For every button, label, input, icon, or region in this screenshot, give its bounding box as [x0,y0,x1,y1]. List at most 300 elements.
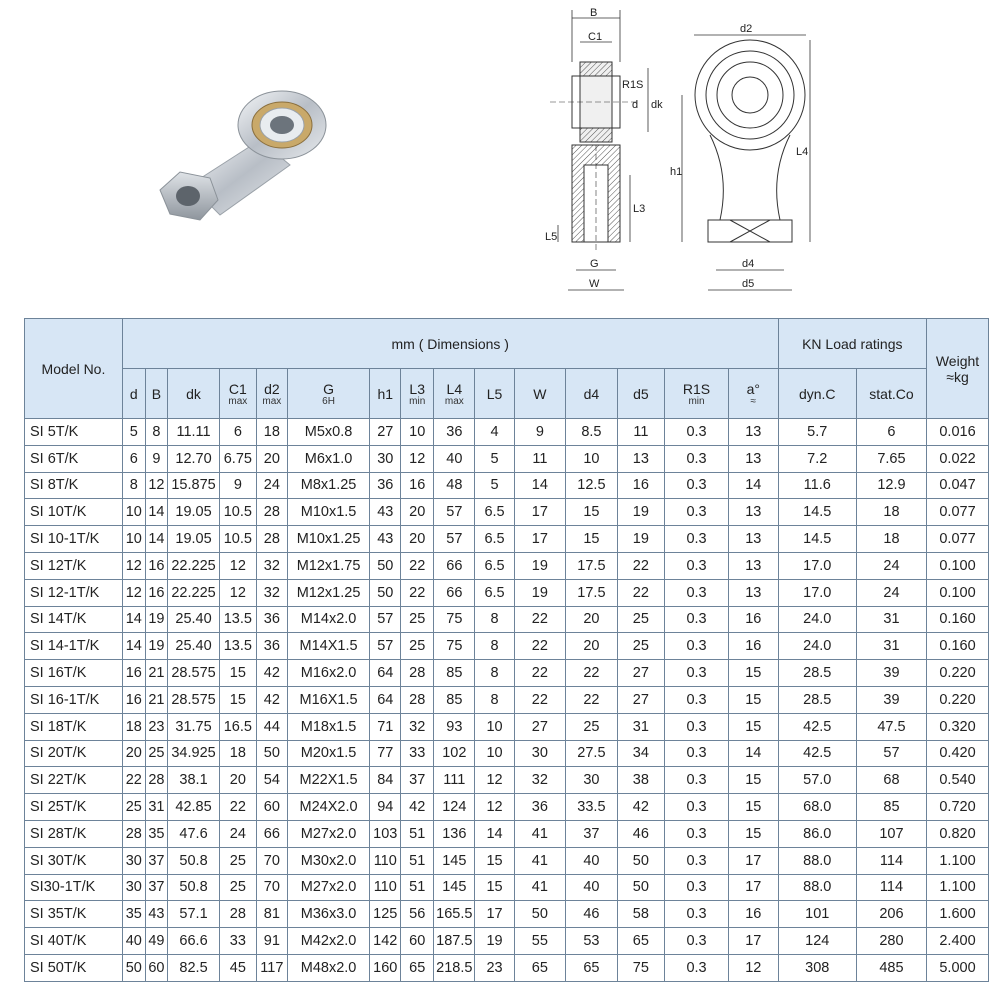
value-cell: 27 [617,686,664,713]
value-cell: 57 [370,606,401,633]
value-cell: 85 [434,686,475,713]
value-cell: 114 [856,847,926,874]
value-cell: 103 [370,820,401,847]
value-cell: 25 [617,633,664,660]
dim-label-d: d [632,99,639,111]
value-cell: 28 [401,686,434,713]
table-row [25,820,989,847]
model-cell: SI30-1T/K [25,874,123,901]
value-cell: 0.3 [665,445,729,472]
value-cell: 0.022 [927,445,989,472]
value-cell: 0.540 [927,767,989,794]
value-cell: 17 [728,874,778,901]
column-header-label: R1S [682,380,711,397]
value-cell: 50 [617,847,664,874]
value-cell: 22 [401,552,434,579]
value-cell: 15 [728,660,778,687]
value-cell: 16 [145,579,168,606]
dim-label-w: W [589,278,600,290]
model-cell: SI 12T/K [25,552,123,579]
value-cell: 21 [145,660,168,687]
value-cell: 28.5 [778,660,856,687]
value-cell: 14.5 [778,499,856,526]
value-cell: 88.0 [778,874,856,901]
value-cell: 57 [370,633,401,660]
value-cell: 0.220 [927,660,989,687]
value-cell: 85 [856,794,926,821]
value-cell: 27 [370,419,401,446]
model-cell: SI 28T/K [25,820,123,847]
value-cell: 218.5 [434,954,475,981]
value-cell: 57.1 [168,901,220,928]
value-cell: 17.0 [778,552,856,579]
column-header [856,369,926,419]
model-cell: SI 14T/K [25,606,123,633]
value-cell: 117 [256,954,287,981]
value-cell: 36 [256,606,287,633]
value-cell: 0.077 [927,526,989,553]
model-cell: SI 25T/K [25,794,123,821]
value-cell: 60 [145,954,168,981]
value-cell: 125 [370,901,401,928]
value-cell: 27 [514,713,566,740]
value-cell: 16 [728,633,778,660]
value-cell: 37 [145,874,168,901]
value-cell: 40 [566,874,618,901]
value-cell: 17 [728,847,778,874]
value-cell: 19 [514,552,566,579]
dim-label-r1s: R1S [622,79,644,91]
value-cell: 64 [370,660,401,687]
value-cell: 31 [856,633,926,660]
value-cell: 60 [401,928,434,955]
value-cell: 28 [219,901,256,928]
value-cell: 14.5 [778,526,856,553]
value-cell: 36 [434,419,475,446]
column-header-sub: min [409,395,426,407]
header-load-group: KN Load ratings [778,319,926,369]
value-cell: 13 [728,579,778,606]
value-cell: 6.5 [475,499,514,526]
value-cell: 8 [145,419,168,446]
value-cell: 1.100 [927,874,989,901]
value-cell: 142 [370,928,401,955]
value-cell: 53 [566,928,618,955]
value-cell: 24 [219,820,256,847]
value-cell: 35 [122,901,145,928]
value-cell: 25 [219,874,256,901]
value-cell: 49 [145,928,168,955]
value-cell: 9 [514,419,566,446]
value-cell: 15 [728,820,778,847]
value-cell: 30 [514,740,566,767]
value-cell: 15 [728,794,778,821]
value-cell: 24.0 [778,633,856,660]
value-cell: 40 [566,847,618,874]
value-cell: M22X1.5 [287,767,369,794]
model-cell: SI 14-1T/K [25,633,123,660]
column-header [566,369,618,419]
value-cell: 94 [370,794,401,821]
value-cell: 50 [256,740,287,767]
value-cell: 31 [856,606,926,633]
value-cell: 10 [475,713,514,740]
value-cell: 13 [728,499,778,526]
rod-end-photo [150,80,350,250]
value-cell: 22 [617,579,664,606]
value-cell: 0.016 [927,419,989,446]
model-cell: SI 20T/K [25,740,123,767]
value-cell: 25 [145,740,168,767]
value-cell: 19.05 [168,526,220,553]
value-cell: 24.0 [778,606,856,633]
column-header-sub: 6H [322,395,335,407]
value-cell: 0.3 [665,928,729,955]
value-cell: 33 [401,740,434,767]
value-cell: 24 [856,579,926,606]
value-cell: 1.100 [927,847,989,874]
value-cell: 48 [434,472,475,499]
value-cell: 15 [566,499,618,526]
value-cell: 47.5 [856,713,926,740]
value-cell: 17 [475,901,514,928]
value-cell: 50.8 [168,847,220,874]
value-cell: 145 [434,847,475,874]
value-cell: 14 [122,606,145,633]
value-cell: M12x1.25 [287,579,369,606]
value-cell: 0.720 [927,794,989,821]
value-cell: 82.5 [168,954,220,981]
column-header-label: d2 [264,380,280,397]
value-cell: 9 [219,472,256,499]
value-cell: 0.3 [665,526,729,553]
value-cell: 75 [617,954,664,981]
value-cell: 41 [514,820,566,847]
value-cell: 6.5 [475,579,514,606]
value-cell: 24 [256,472,287,499]
value-cell: 10.5 [219,499,256,526]
value-cell: 0.3 [665,874,729,901]
value-cell: 12 [219,552,256,579]
value-cell: 37 [145,847,168,874]
value-cell: 6 [219,419,256,446]
front-view-drawing [660,15,820,300]
value-cell: 8.5 [566,419,618,446]
value-cell: 16.5 [219,713,256,740]
value-cell: 18 [856,499,926,526]
value-cell: 75 [434,633,475,660]
value-cell: 13 [728,526,778,553]
value-cell: 51 [401,874,434,901]
column-header-sub: max [228,395,248,407]
value-cell: 65 [617,928,664,955]
value-cell: M24X2.0 [287,794,369,821]
value-cell: 16 [617,472,664,499]
value-cell: M18x1.5 [287,713,369,740]
value-cell: 58 [617,901,664,928]
value-cell: M14x2.0 [287,606,369,633]
column-header-sub: max [444,395,464,407]
value-cell: 37 [566,820,618,847]
value-cell: 13 [728,552,778,579]
dim-label-dk: dk [651,99,663,111]
value-cell: 22.225 [168,552,220,579]
value-cell: 65 [566,954,618,981]
value-cell: 13.5 [219,633,256,660]
model-cell: SI 8T/K [25,472,123,499]
column-header-row [25,369,989,419]
value-cell: 22 [401,579,434,606]
value-cell: 28 [122,820,145,847]
value-cell: 31 [145,794,168,821]
value-cell: 17.0 [778,579,856,606]
value-cell: 28 [256,526,287,553]
value-cell: 0.160 [927,606,989,633]
value-cell: 0.3 [665,606,729,633]
value-cell: 68 [856,767,926,794]
value-cell: 28 [256,499,287,526]
value-cell: 17.5 [566,552,618,579]
value-cell: 22 [566,660,618,687]
column-header [778,369,856,419]
value-cell: 68.0 [778,794,856,821]
value-cell: M16X1.5 [287,686,369,713]
value-cell: 280 [856,928,926,955]
value-cell: 41 [514,874,566,901]
value-cell: 30 [122,874,145,901]
value-cell: 20 [401,499,434,526]
value-cell: 25 [401,633,434,660]
header-dimensions-group: mm ( Dimensions ) [122,319,778,369]
value-cell: 22.225 [168,579,220,606]
value-cell: 22 [566,686,618,713]
value-cell: 23 [475,954,514,981]
value-cell: M12x1.75 [287,552,369,579]
value-cell: 57 [434,499,475,526]
column-header [728,369,778,419]
value-cell: 28 [145,767,168,794]
value-cell: 35 [145,820,168,847]
value-cell: 5 [475,472,514,499]
column-header [475,369,514,419]
column-header [145,369,168,419]
dim-label-d4: d4 [742,258,755,270]
value-cell: 33 [219,928,256,955]
value-cell: 110 [370,847,401,874]
value-cell: 16 [122,660,145,687]
model-cell: SI 6T/K [25,445,123,472]
dim-label-l4: L4 [796,146,809,158]
value-cell: 0.3 [665,847,729,874]
value-cell: 5 [122,419,145,446]
value-cell: 12 [475,767,514,794]
value-cell: 15.875 [168,472,220,499]
value-cell: 0.3 [665,552,729,579]
value-cell: 42.5 [778,740,856,767]
dim-label-d2: d2 [740,23,753,35]
table-row [25,686,989,713]
value-cell: 14 [145,526,168,553]
value-cell: 41 [514,847,566,874]
table-row [25,874,989,901]
value-cell: 42 [401,794,434,821]
value-cell: 101 [778,901,856,928]
value-cell: 20 [401,526,434,553]
model-cell: SI 10-1T/K [25,526,123,553]
table-row [25,552,989,579]
value-cell: 10.5 [219,526,256,553]
column-header [514,369,566,419]
value-cell: 66 [434,579,475,606]
value-cell: M5x0.8 [287,419,369,446]
value-cell: 10 [122,499,145,526]
value-cell: 0.100 [927,579,989,606]
value-cell: 0.3 [665,419,729,446]
value-cell: M48x2.0 [287,954,369,981]
value-cell: 12 [122,552,145,579]
value-cell: 6.5 [475,552,514,579]
value-cell: 66 [434,552,475,579]
value-cell: 8 [475,606,514,633]
value-cell: 9 [145,445,168,472]
value-cell: 107 [856,820,926,847]
value-cell: 16 [728,901,778,928]
header-model: Model No. [25,319,123,419]
value-cell: 0.220 [927,686,989,713]
value-cell: 23 [145,713,168,740]
model-cell: SI 50T/K [25,954,123,981]
value-cell: 165.5 [434,901,475,928]
column-header-label: d4 [583,385,600,402]
model-cell: SI 10T/K [25,499,123,526]
value-cell: 6 [856,419,926,446]
table-row [25,606,989,633]
value-cell: 15 [728,686,778,713]
value-cell: 7.65 [856,445,926,472]
value-cell: 12.9 [856,472,926,499]
dim-label-b: B [590,7,598,19]
column-header [434,369,475,419]
value-cell: M6x1.0 [287,445,369,472]
dim-label-l3: L3 [633,203,646,215]
value-cell: 25.40 [168,606,220,633]
value-cell: 43 [370,526,401,553]
value-cell: 114 [856,874,926,901]
value-cell: 12.5 [566,472,618,499]
value-cell: 91 [256,928,287,955]
value-cell: 0.3 [665,767,729,794]
value-cell: 18 [256,419,287,446]
table-row [25,740,989,767]
value-cell: 14 [145,499,168,526]
value-cell: 93 [434,713,475,740]
value-cell: 22 [514,633,566,660]
column-header-label: d [129,385,138,402]
column-header [617,369,664,419]
value-cell: 81 [256,901,287,928]
value-cell: M10x1.5 [287,499,369,526]
value-cell: M30x2.0 [287,847,369,874]
column-header [401,369,434,419]
value-cell: 0.3 [665,686,729,713]
value-cell: 17.5 [566,579,618,606]
value-cell: 7.2 [778,445,856,472]
value-cell: 75 [434,606,475,633]
value-cell: 22 [514,686,566,713]
table-row [25,526,989,553]
value-cell: 124 [778,928,856,955]
column-header [665,369,729,419]
value-cell: 14 [122,633,145,660]
column-header-sub: min [688,395,705,407]
value-cell: 28.5 [778,686,856,713]
value-cell: 71 [370,713,401,740]
value-cell: 14 [475,820,514,847]
value-cell: 15 [475,874,514,901]
value-cell: 0.3 [665,740,729,767]
value-cell: 45 [219,954,256,981]
value-cell: 38.1 [168,767,220,794]
value-cell: 12.70 [168,445,220,472]
value-cell: 25 [617,606,664,633]
column-header-label: h1 [377,385,394,402]
model-cell: SI 16-1T/K [25,686,123,713]
value-cell: 55 [514,928,566,955]
table-row [25,660,989,687]
column-header-label: L5 [486,385,503,402]
value-cell: 19 [145,633,168,660]
spec-table [24,318,989,982]
value-cell: 15 [219,686,256,713]
value-cell: 70 [256,874,287,901]
value-cell: 57 [434,526,475,553]
value-cell: 36 [256,633,287,660]
value-cell: 19 [475,928,514,955]
value-cell: 8 [122,472,145,499]
column-header-sub: ≈ [750,395,757,407]
dim-label-c1: C1 [588,31,603,43]
value-cell: 22 [122,767,145,794]
value-cell: 206 [856,901,926,928]
value-cell: 18 [219,740,256,767]
column-header [256,369,287,419]
value-cell: 32 [256,552,287,579]
value-cell: M42x2.0 [287,928,369,955]
model-cell: SI 22T/K [25,767,123,794]
value-cell: 110 [370,874,401,901]
value-cell: 16 [401,472,434,499]
value-cell: 43 [370,499,401,526]
value-cell: 15 [475,847,514,874]
value-cell: 0.3 [665,660,729,687]
value-cell: 22 [219,794,256,821]
value-cell: 485 [856,954,926,981]
value-cell: 0.160 [927,633,989,660]
value-cell: 6 [122,445,145,472]
dim-label-g: G [590,258,599,270]
table-row [25,419,989,446]
table-row [25,633,989,660]
value-cell: 46 [566,901,618,928]
value-cell: 5.7 [778,419,856,446]
value-cell: 21 [145,686,168,713]
value-cell: M16x2.0 [287,660,369,687]
value-cell: 12 [401,445,434,472]
column-header-label: B [151,385,162,402]
value-cell: 25.40 [168,633,220,660]
value-cell: 47.6 [168,820,220,847]
value-cell: 50.8 [168,874,220,901]
